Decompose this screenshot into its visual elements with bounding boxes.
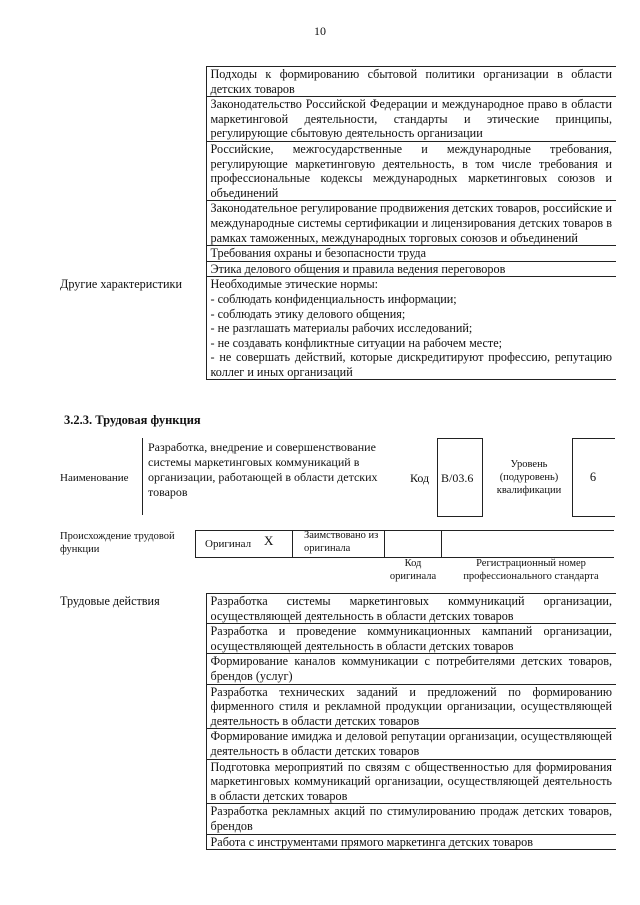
knowledge-item: Российские, межгосударственные и международные требования, регулирующие маркетинговую деятельность, в том числе требования и профессиональные кодексы международных маркетинговых союзов и объединений [206, 141, 616, 200]
ethics-line: - не разглашать материалы рабочих исследований; [210, 321, 473, 336]
labor-actions-label: Трудовые действия [56, 594, 206, 850]
labor-action-item: Подготовка мероприятий по связям с общественностью для формирования маркетинговых коммуникаций организации, осуществляющей деятельность в области детских товаров [206, 759, 616, 804]
labor-action-item: Разработка системы маркетинговых коммуникаций организации, осуществляющей деятельность в области детских товаров [206, 594, 616, 624]
labor-action-item: Работа с инструментами прямого маркетинга детских товаров [206, 834, 616, 850]
code-caption: Код оригинала [389, 558, 437, 582]
knowledge-table [56, 66, 616, 380]
knowledge-item: Законодательство Российской Федерации и международное право в области маркетинговой деятельности, стандарты и этические принципы, регулирующие сбытовую деятельность организации [206, 97, 616, 142]
knowledge-item: Законодательное регулирование продвижения детских товаров, российские и международные системы сертификации и лицензирования детских товаров в рамках таможенных, международных торговых союзов и объединений [206, 201, 616, 246]
other-characteristics-label: Другие характеристики [56, 277, 206, 380]
labor-action-item: Разработка рекламных акций по стимулированию продаж детских товаров, брендов [206, 804, 616, 834]
labor-action-item: Разработка и проведение коммуникационных кампаний организации, осуществляющей деятельность в области детских товаров [206, 624, 616, 654]
reg-caption: Регистрационный номер профессионального стандарта [463, 558, 599, 582]
table-row [56, 67, 616, 97]
knowledge-label-cell [56, 67, 206, 277]
labor-action-item: Формирование каналов коммуникации с потребителями детских товаров, брендов (услуг) [206, 654, 616, 684]
knowledge-item: Требования охраны и безопасности труда [206, 246, 616, 262]
knowledge-item: Подходы к формированию сбытовой политики организации в области детских товаров [206, 67, 616, 97]
labor-action-item: Формирование имиджа и деловой репутации организации, осуществляющей деятельность в области детских товаров [206, 729, 616, 759]
origin-label: Происхождение трудовой функции [60, 531, 175, 555]
ethics-line: - не создавать конфликтные ситуации на рабочем месте; [210, 335, 503, 350]
ethics-line: - соблюдать конфиденциальность информации; [210, 291, 457, 306]
table-row [56, 594, 616, 624]
knowledge-item: Этика делового общения и правила ведения переговоров [206, 261, 616, 277]
ethics-line: - не совершать действий, которые дискредитируют профессию, репутацию коллег и иных организаций [210, 350, 612, 379]
table-row [56, 277, 616, 380]
level-value: 6 [589, 470, 597, 484]
level-label: Уровень (подуровень) квалификации [496, 459, 562, 496]
original-mark: X [264, 533, 274, 548]
original-code-box [385, 530, 442, 558]
code-label: Код [410, 471, 430, 485]
reg-number-box [442, 530, 614, 558]
ethics-line: Необходимые этические нормы: [210, 277, 379, 292]
ethics-line: - соблюдать этику делового общения; [210, 306, 406, 321]
borrowed-label: Заимствовано из оригинала [304, 530, 379, 554]
name-label: Наименование [60, 472, 129, 484]
other-characteristics-text [206, 277, 616, 380]
code-value: B/03.6 [441, 471, 474, 485]
labor-actions-table [56, 593, 616, 850]
labor-action-item: Разработка технических заданий и предложений по формированию фирменного стиля и рекламной продукции организации, осуществляющей деятельность в области детских товаров [206, 684, 616, 729]
function-name-value: Разработка, внедрение и совершенствование системы маркетинговых коммуникаций в организации, работающей в области детских товаров [148, 440, 378, 499]
original-label: Оригинал [205, 538, 252, 550]
section-heading: 3.2.3. Трудовая функция [64, 413, 201, 427]
page-number: 10 [314, 24, 326, 38]
